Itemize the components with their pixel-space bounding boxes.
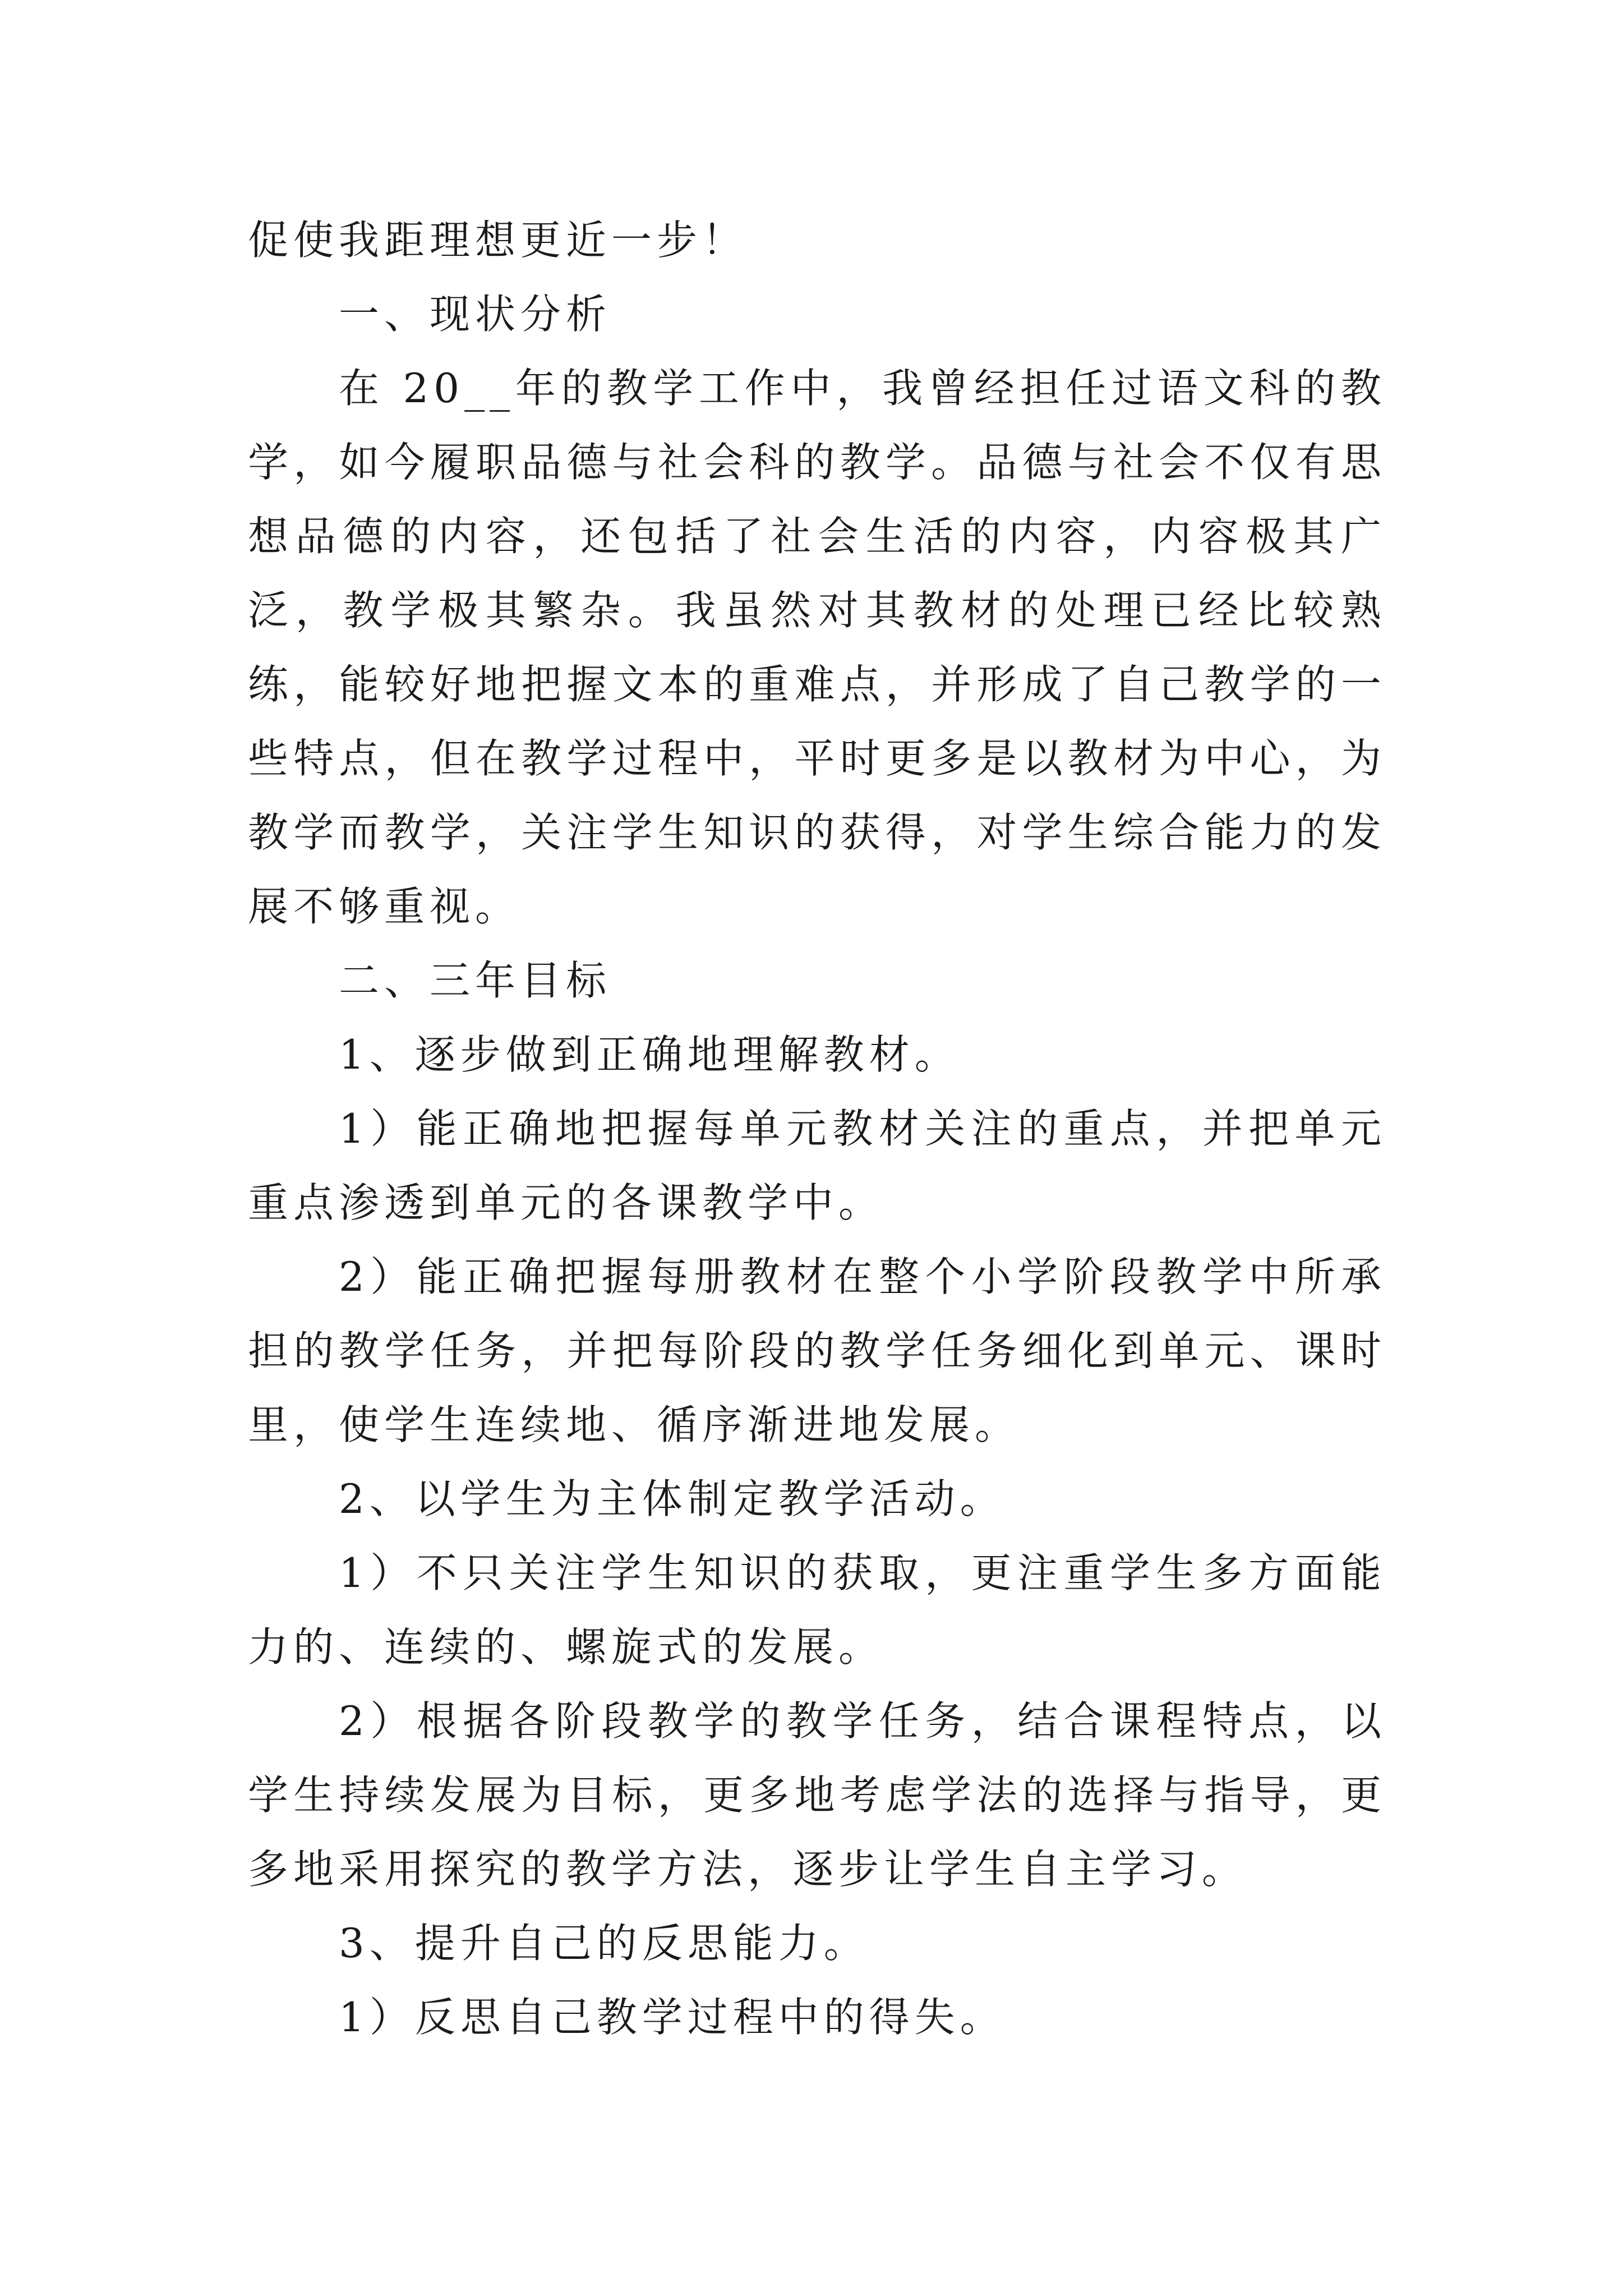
goal-1-item-1: 1）能正确地把握每单元教材关注的重点，并把单元重点渗透到单元的各课教学中。 — [248, 1105, 1386, 1226]
goal-2-item-1: 1）不只关注学生知识的获取，更注重学生多方面能力的、连续的、螺旋式的发展。 — [248, 1549, 1386, 1671]
goal-1-heading: 1、逐步做到正确地理解教材。 — [339, 1031, 960, 1078]
goal-3-item-1: 1）反思自己教学过程中的得失。 — [339, 1994, 1006, 2041]
paragraph-situation-analysis: 在 20__年的教学工作中，我曾经担任过语文科的教学，如今履职品德与社会科的教学。品德与社会不仅有思想品德的内容，还包括了社会生活的内容，内容极其广泛，教学极其繁杂。我虽然对其教材的处理已经比较熟练，能较好地把握文本的重难点，并形成了自己教学的一些特点，但在教学过程中，平时更多是以教材为中心，为教学而教学，关注学生知识的获得，对学生综合能力的发展不够重视。 — [248, 365, 1386, 930]
goal-2-item-2: 2）根据各阶段教学的教学任务，结合课程特点，以学生持续发展为目标，更多地考虑学法的选择与指导，更多地采用探究的教学方法，逐步让学生自主学习。 — [248, 1697, 1386, 1893]
paragraph-continuation: 促使我距理想更近一步！ — [248, 217, 748, 264]
heading-three-year-goals: 二、三年目标 — [339, 957, 612, 1004]
goal-3-heading: 3、提升自己的反思能力。 — [339, 1920, 869, 1967]
goal-2-heading: 2、以学生为主体制定教学活动。 — [339, 1475, 1006, 1522]
heading-current-situation: 一、现状分析 — [339, 291, 612, 338]
document-body — [248, 203, 1386, 2054]
goal-1-item-2: 2）能正确把握每册教材在整个小学阶段教学中所承担的教学任务，并把每阶段的教学任务细化到单元、课时里，使学生连续地、循序渐进地发展。 — [248, 1253, 1386, 1448]
